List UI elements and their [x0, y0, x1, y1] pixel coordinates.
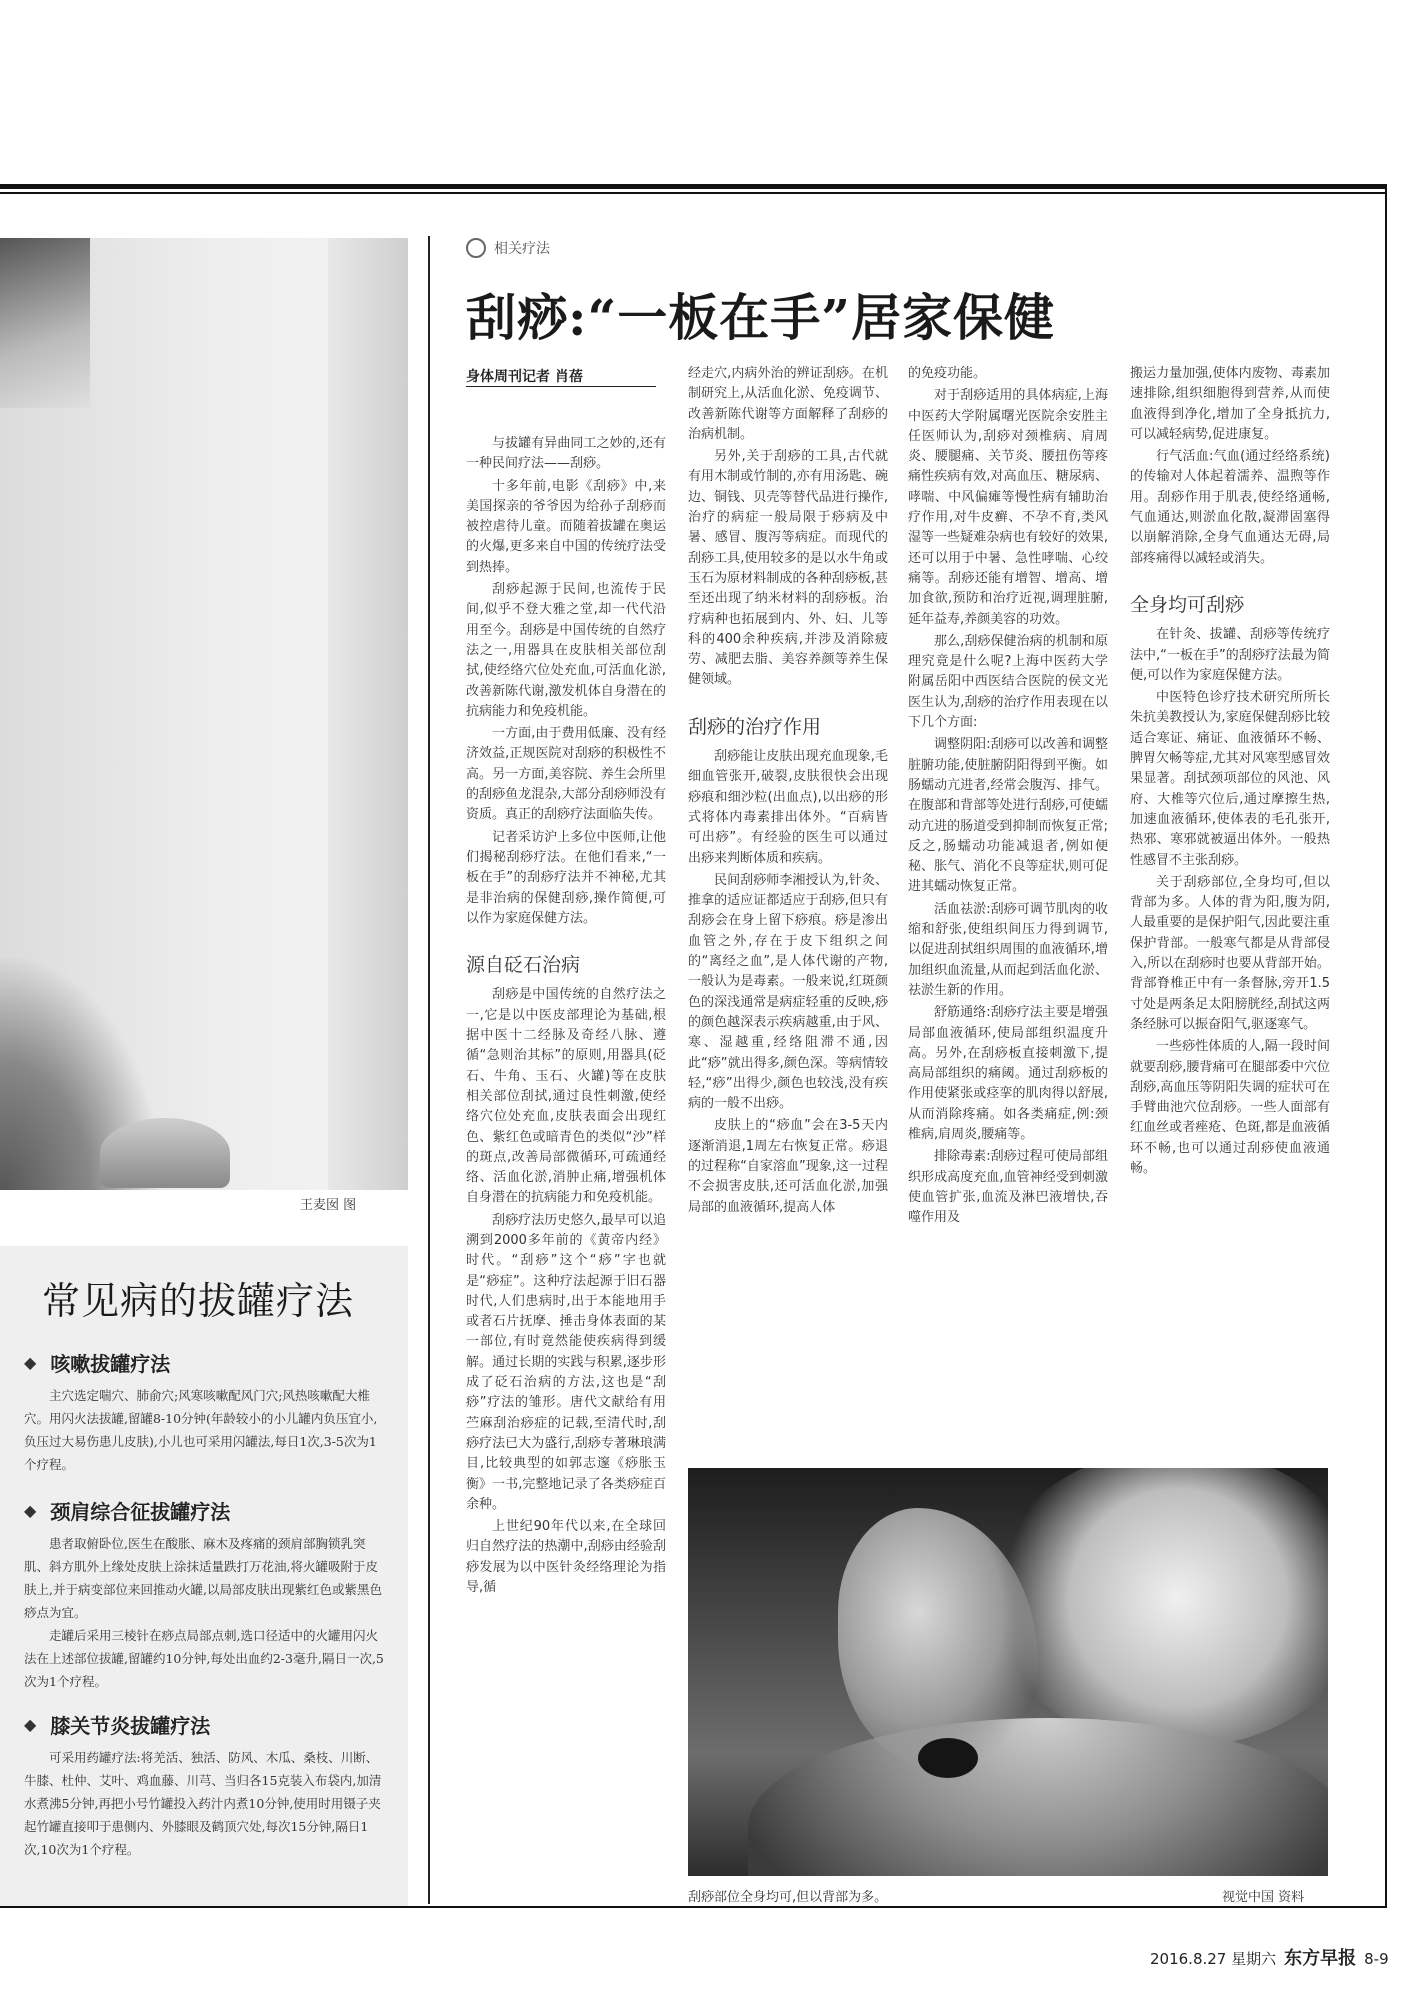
cupping-section-text: 可采用药罐疗法:将羌活、独活、防风、木瓜、桑枝、川断、牛膝、杜仲、艾叶、鸡血藤、川芎、当归各15克装入布袋内,加清水煮沸5分钟,再把小号竹罐投入药汁内煮10分钟,使用时用镊子夹起竹罐直接叩于患侧内、外膝眼及鹤顶穴处,每次15分钟,隔日1次,10次为1个疗程。 [24, 1750, 382, 1857]
cupping-section-heading [24, 1710, 210, 1739]
footer-date: 2016.8.27 星期六 [1150, 1950, 1277, 1968]
article-paragraph: 刮痧是中国传统的自然疗法之一,它是以中医皮部理论为基础,根据中医十二经脉及奇经八脉、遵循“急则治其标”的原则,用器具(砭石、牛角、玉石、火罐)等在皮肤相关部位刮拭,通过良性刺激,使经络穴位处充血,皮肤表面会出现红色、紫红色或暗青色的类似“沙”样的斑点,改善局部微循环,可疏通经络、活血化淤,消肿止痛,增强机体自身潜在的抗病能力和免疫机能。 [466, 987, 666, 1206]
cupping-box-title: 常见病的拔罐疗法 [42, 1279, 355, 1323]
article-paragraph: 刮痧起源于民间,也流传于民间,似乎不登大雅之堂,却一代代沿用至今。刮痧是中国传统的自然疗法之一,用器具在皮肤相关部位刮拭,使经络穴位处充血,可活血化淤,改善新陈代谢,激发机体自身潜在的抗病能力和免疫机能。 [466, 582, 666, 719]
top-rule-thick [0, 184, 1387, 189]
article-subheading: 源自砭石治病 [466, 954, 581, 977]
article-subheading: 刮痧的治疗作用 [688, 715, 822, 738]
cupping-section-heading [24, 1496, 230, 1525]
article-paragraph: 刮痧能让皮肤出现充血现象,毛细血管张开,破裂,皮肤很快会出现痧痕和细沙粒(出血点),以出痧的形式将体内毒素排出体外。“百病皆可出痧”。有经验的医生可以通过出痧来判断体质和疾病。 [688, 749, 888, 866]
photo-shade-right [328, 238, 408, 1190]
article-paragraph: 关于刮痧部位,全身均可,但以背部为多。人体的背为阳,腹为阴,人最重要的是保护阳气,因此要注重保护背部。一般寒气都是从背部侵入,所以在刮痧时也要从背部开始。背部脊椎正中有一条督脉,旁开1.5寸处是两条足太阳膀胱经,刮拭这两条经脉可以振奋阳气,驱逐寒气。 [1130, 874, 1330, 1032]
article-paragraph: 那么,刮痧保健治病的机制和原理究竟是什么呢?上海中医药大学附属岳阳中西医结合医院的侯文光医生认为,刮痧的治疗作用表现在以下几个方面: [908, 633, 1108, 731]
article-subheading: 全身均可刮痧 [1130, 593, 1245, 616]
photo-foot [100, 1118, 230, 1188]
photo-back [748, 1718, 1328, 1876]
article-paragraph: 舒筋通络:刮痧疗法主要是增强局部血液循环,使局部组织温度升高。另外,在刮痧板直接刺激下,提高局部组织的痛阈。通过刮痧板的作用使紧张或痉挛的肌肉得以舒展,从而消除疼痛。如各类痛症,例:颈椎病,肩周炎,腰痛等。 [908, 1005, 1108, 1142]
article-paragraph: 的免疫功能。 [908, 366, 987, 381]
article-paragraph: 一些痧性体质的人,隔一段时间就要刮痧,腰背痛可在腿部委中穴位刮痧,高血压等阴阳失调的症状可在手臂曲池穴位刮痧。一些人面部有红血丝或者痤疮、色斑,都是血液循环不畅,也可以通过刮痧使血液通畅。 [1130, 1039, 1330, 1176]
left-photo [0, 238, 408, 1190]
photo-scraping-board [918, 1738, 978, 1778]
diamond-icon: ◆ [24, 1353, 37, 1372]
article-paragraph: 调整阴阳:刮痧可以改善和调整脏腑功能,使脏腑阴阳得到平衡。如肠蠕动亢进者,经常会腹泻、排气。在腹部和背部等处进行刮痧,可使蠕动亢进的肠道受到抑制而恢复正常;反之,肠蠕动功能减退者,例如便秘、胀气、消化不良等症状,则可促进其蠕动恢复正常。 [908, 737, 1108, 895]
byline-underline [466, 386, 656, 387]
article-paragraph: 排除毒素:刮痧过程可使局部组织形成高度充血,血管神经受到刺激使血管扩张,血流及淋巴液增快,吞噬作用及 [908, 1149, 1108, 1226]
photo-highlight [988, 1468, 1328, 1748]
article-paragraph: 记者采访沪上多位中医师,让他们揭秘刮痧疗法。在他们看来,“一板在手”的刮痧疗法并不神秘,尤其是非治病的保健刮痧,操作简便,可以作为家庭保健方法。 [466, 829, 666, 926]
article-byline: 身体周刊记者 肖蓓 [466, 369, 583, 385]
diamond-icon: ◆ [24, 1501, 37, 1520]
circle-icon [466, 238, 486, 258]
cupping-section-title: 颈肩综合征拔罐疗法 [50, 1500, 231, 1524]
article-paragraph: 搬运力量加强,使体内废物、毒素加速排除,组织细胞得到营养,从而使血液得到净化,增加了全身抵抗力,可以减轻病势,促进康复。 [1130, 366, 1330, 442]
article-column-4 [1130, 364, 1330, 1454]
article-paragraph: 上世纪90年代以来,在全球回归自然疗法的热潮中,刮痧由经验刮痧发展为以中医针灸经络理论为指导,循 [466, 1519, 666, 1596]
article-paragraph: 与拔罐有异曲同工之妙的,还有一种民间疗法——刮痧。 [466, 436, 666, 472]
article-headline: 刮痧:“一板在手”居家保健 [466, 288, 1055, 347]
article-paragraph: 行气活血:气血(通过经络系统)的传输对人体起着濡养、温煦等作用。刮痧作用于肌表,使经络通畅,气血通达,则淤血化散,凝滞固塞得以崩解消除,全身气血通达无碍,局部疼痛得以减轻或消失。 [1130, 449, 1330, 566]
footer-paper-name: 东方早报 [1284, 1948, 1357, 1969]
article-paragraph: 皮肤上的“痧血”会在3-5天内逐渐消退,1周左右恢复正常。痧退的过程称“自家溶血”现象,这一过程不会损害皮肤,还可活血化淤,加强局部的血液循环,提高人体 [688, 1118, 888, 1215]
top-rule-thin [0, 192, 1387, 194]
cupping-section-text: 走罐后采用三棱针在痧点局部点刺,选口径适中的火罐用闪火法在上述部位拔罐,留罐约10分钟,每处出血约2-3毫升,隔日一次,5次为1个疗程。 [24, 1628, 384, 1689]
article-paragraph: 经走穴,内病外治的辨证刮痧。在机制研究上,从活血化淤、免疫调节、改善新陈代谢等方面解释了刮痧的治病机制。 [688, 366, 888, 442]
cupping-section-text: 患者取俯卧位,医生在酸胀、麻木及疼痛的颈肩部胸锁乳突肌、斜方肌外上缘处皮肤上涂抹适量跌打万花油,将火罐吸附于皮肤上,并于病变部位来回推动火罐,以局部皮肤出现紫红色或紫黑色痧点为宜。 [24, 1536, 382, 1620]
article-paragraph: 对于刮痧适用的具体病症,上海中医药大学附属曙光医院余安胜主任医师认为,刮痧对颈椎病、肩周炎、腰腿痛、关节炎、腰扭伤等疼痛性疾病有效,对高血压、糖尿病、哮喘、中风偏瘫等慢性病有辅助治疗作用,对牛皮癣、不孕不育,类风湿等一些疑难杂病也有较好的效果,还可以用于中暑、急性哮喘、心绞痛等。刮痧还能有增智、增高、增加食欲,预防和治疗近视,调理脏腑,延年益寿,养颜美容的功效。 [908, 388, 1108, 627]
footer-page-number: 8-9 [1364, 1950, 1389, 1968]
cupping-section-heading [24, 1348, 170, 1377]
photo-credit: 视觉中国 资料 [1222, 1890, 1305, 1905]
photo-caption: 刮痧部位全身均可,但以背部为多。 [688, 1890, 888, 1905]
article-column-1 [466, 434, 666, 1904]
page-footer [1150, 1944, 1389, 1970]
article-paragraph: 十多年前,电影《刮痧》中,来美国探亲的爷爷因为给孙子刮痧而被控虐待儿童。而随着拔罐在奥运的火爆,更多来自中国的传统疗法受到热捧。 [466, 478, 666, 575]
article-paragraph: 刮痧疗法历史悠久,最早可以追溯到2000多年前的《黄帝内经》时代。“刮痧”这个“痧”字也就是“痧症”。这种疗法起源于旧石器时代,人们患病时,出于本能地用手或者石片抚摩、捶击身体表面的某一部位,有时竟然能使疾病得到缓解。通过长期的实践与积累,逐步形成了砭石治病的方法,这也是“刮痧”疗法的雏形。唐代文献给有用苎麻刮治痧症的记载,至清代时,刮痧疗法已大为盛行,刮痧专著琳琅满目,比较典型的如郭志邃《痧胀玉衡》一书,完整地记录了各类痧症百余种。 [466, 1212, 666, 1512]
column-divider [428, 236, 430, 1904]
cupping-section-title: 咳嗽拔罐疗法 [50, 1352, 171, 1376]
article-kicker [466, 238, 550, 258]
article-paragraph: 另外,关于刮痧的工具,古代就有用木制或竹制的,亦有用汤匙、碗边、铜钱、贝壳等替代品进行操作,治疗的病症一般局限于痧病及中暑、感冒、腹泻等病症。而现代的刮痧工具,使用较多的是以水牛角或玉石为原材料制成的各种刮痧板,甚至还出现了纳米材料的刮痧板。治疗病种也拓展到内、外、妇、儿等科的400余种疾病,并涉及消除疲劳、减肥去脂、美容养颜等养生保健领域。 [688, 449, 888, 688]
kicker-label: 相关疗法 [494, 241, 550, 257]
cupping-section-text: 主穴选定喘穴、肺俞穴;风寒咳嗽配风门穴;风热咳嗽配大椎穴。用闪火法拔罐,留罐8-10分钟(年龄较小的小儿罐内负压宜小,负压过大易伤患儿皮肤),小儿也可采用闪罐法,每日1次,3-5次为1个疗程。 [24, 1388, 378, 1472]
bottom-rule [0, 1906, 1387, 1908]
article-paragraph: 中医特色诊疗技术研究所所长朱抗美教授认为,家庭保健刮痧比较适合寒证、痛证、血液循环不畅、脾胃欠畅等症,尤其对风寒型感冒效果显著。刮拭颈项部位的风池、风府、大椎等穴位后,通过摩擦生热,加速血液循环,使体表的毛孔张开,热邪、寒邪就被逼出体外。一般热性感冒不主张刮痧。 [1130, 690, 1330, 868]
photo-shadow-top [0, 238, 90, 408]
article-paragraph: 活血祛淤:刮痧可调节肌肉的收缩和舒张,使组织间压力得到调节,以促进刮拭组织周围的血液循环,增加组织血流量,从而起到活血化淤、祛淤生新的作用。 [908, 901, 1108, 998]
article-paragraph: 一方面,由于费用低廉、没有经济效益,正规医院对刮痧的积极性不高。另一方面,美容院、养生会所里的刮痧鱼龙混杂,大部分刮痧师没有资质。真正的刮痧疗法面临失传。 [466, 726, 666, 823]
scraping-photo [688, 1468, 1328, 1876]
article-paragraph: 在针灸、拔罐、刮痧等传统疗法中,“一板在手”的刮痧疗法最为简便,可以作为家庭保健方法。 [1130, 627, 1330, 683]
left-photo-credit: 王麦囡 图 [300, 1198, 357, 1213]
diamond-icon: ◆ [24, 1715, 37, 1734]
frame-right-border [1385, 184, 1387, 1907]
article-column-3 [908, 364, 1108, 1454]
article-paragraph: 民间刮痧师李湘授认为,针灸、推拿的适应证都适应于刮痧,但只有刮痧会在身上留下痧痕。痧是渗出血管之外,存在于皮下组织之间的“离经之血”,是人体代谢的产物,一般认为是毒素。一般来说,红斑颜色的深浅通常是病症轻重的反映,痧的颜色越深表示疾病越重,由于风、寒、湿越重,经络阻滞不通,因此“痧”就出得多,颜色深。等病情较轻,“痧”出得少,颜色也较浅,没有疾病的一般不出痧。 [688, 872, 888, 1112]
article-column-2 [688, 364, 888, 1454]
cupping-section-title: 膝关节炎拔罐疗法 [50, 1714, 211, 1738]
